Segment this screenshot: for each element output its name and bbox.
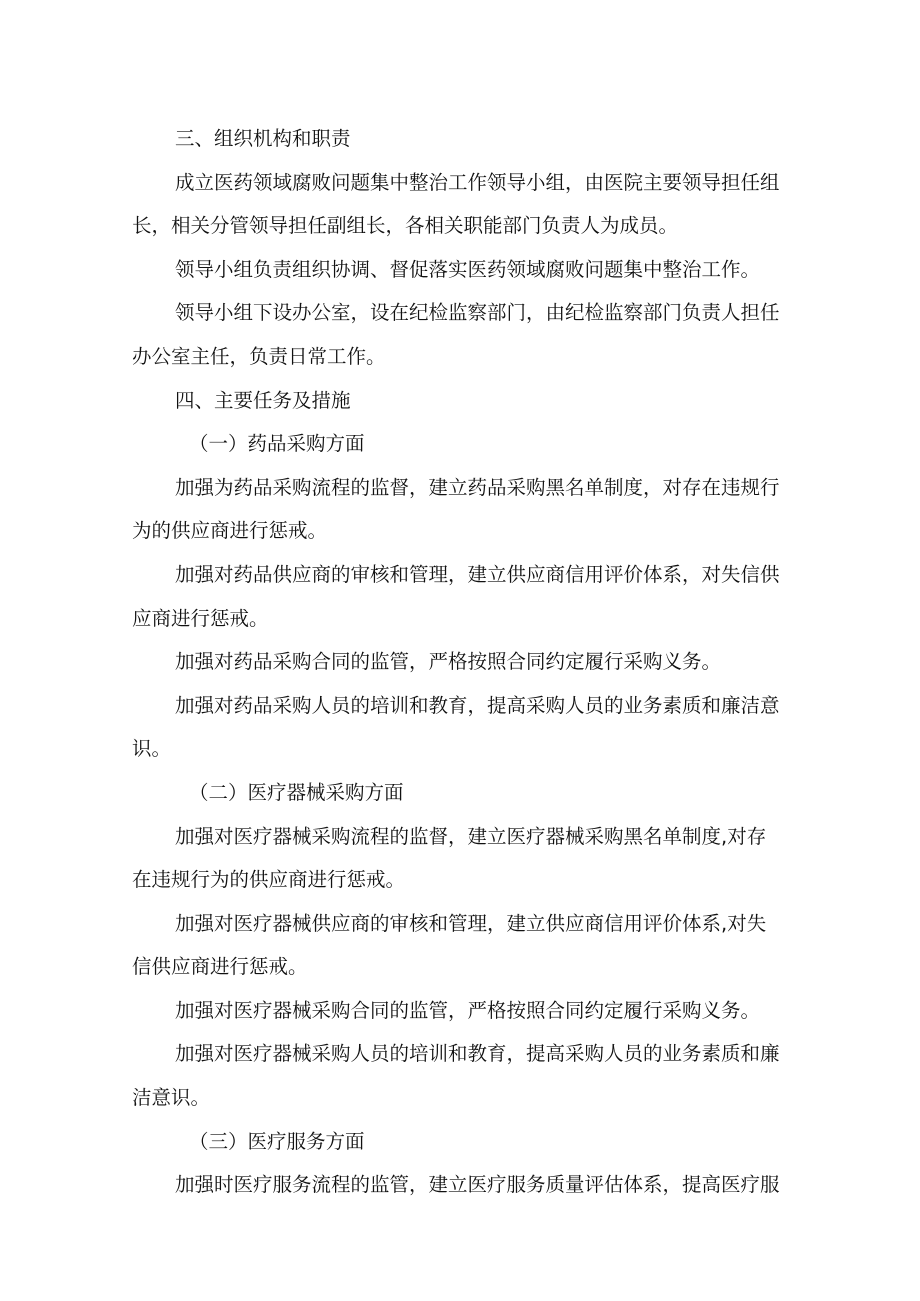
paragraph-line: 加强对医疗器械采购合同的监管，严格按照合同约定履行采购义务。 — [175, 998, 761, 1022]
paragraph-line: 加强对医疗器械采购流程的监督，建立医疗器械采购黑名单制度,对存 — [175, 824, 767, 848]
paragraph-line: 在违规行为的供应商进行惩戒。 — [132, 868, 406, 892]
paragraph-line: 加强对药品采购合同的监管，严格按照合同约定履行采购义务。 — [175, 650, 722, 674]
paragraph-line: 为的供应商进行惩戒。 — [132, 519, 328, 543]
paragraph-line: 加强为药品采购流程的监督，建立药品采购黑名单制度，对存在违规行 — [175, 475, 780, 499]
paragraph-line: 信供应商进行惩戒。 — [132, 955, 308, 979]
subsection-heading-drug-procurement: （一）药品采购方面 — [189, 432, 365, 456]
subsection-heading-medical-services: （三）医疗服务方面 — [189, 1129, 365, 1153]
paragraph-line: 加强对药品供应商的审核和管理，建立供应商信用评价体系，对失信供 — [175, 562, 780, 586]
paragraph-line: 长，相关分管领导担任副组长，各相关职能部门负责人为成员。 — [132, 214, 679, 238]
subsection-heading-device-procurement: （二）医疗器械采购方面 — [189, 780, 404, 804]
paragraph-line: 加强对医疗器械供应商的审核和管理，建立供应商信用评价体系,对失 — [175, 911, 767, 935]
paragraph-line: 领导小组负责组织协调、督促落实医药领域腐败问题集中整治工作。 — [175, 257, 761, 281]
paragraph-line: 加强对医疗器械采购人员的培训和教育，提高采购人员的业务素质和廉 — [175, 1042, 780, 1066]
paragraph-line: 识。 — [132, 737, 172, 761]
paragraph-line: 领导小组下设办公室，设在纪检监察部门，由纪检监察部门负责人担任 — [175, 301, 780, 325]
paragraph-line: 办公室主任，负责日常工作。 — [132, 344, 386, 368]
section-heading-organization: 三、组织机构和职责 — [175, 127, 351, 150]
document-body — [132, 117, 792, 1207]
section-heading-tasks: 四、主要任务及措施 — [175, 388, 351, 412]
paragraph-line: 应商进行惩戒。 — [132, 606, 269, 630]
paragraph-line: 加强对药品采购人员的培训和教育，提高采购人员的业务素质和廉洁意 — [175, 693, 780, 717]
paragraph-line: 洁意识。 — [132, 1086, 211, 1110]
paragraph-line: 成立医药领域腐败问题集中整治工作领导小组，由医院主要领导担任组 — [175, 170, 780, 194]
paragraph-line: 加强时医疗服务流程的监管，建立医疗服务质量评估体系，提高医疗服 — [175, 1173, 780, 1197]
